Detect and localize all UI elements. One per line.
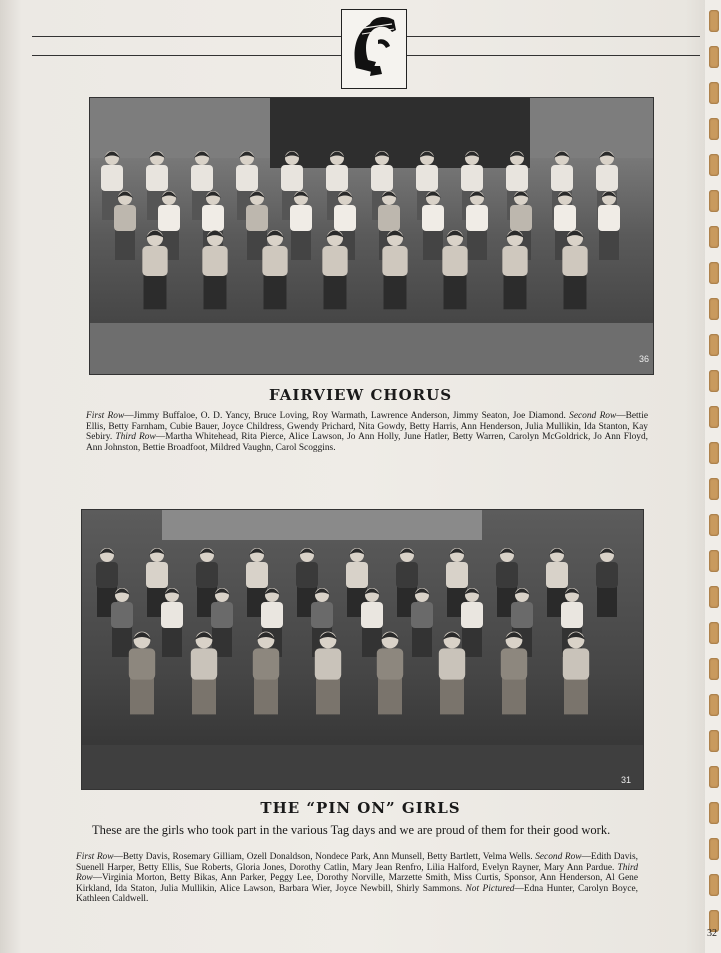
pin-on-photo-number: 31 xyxy=(620,775,631,785)
pin-on-photo xyxy=(81,509,644,790)
binding-ring xyxy=(709,838,719,860)
chorus-first-row: —Jimmy Buffaloe, O. D. Yancy, Bruce Loving, Roy Warmath, Lawrence Anderson, Jimmy Seaton, Joe Diamond. xyxy=(124,411,566,421)
binding-ring xyxy=(709,694,719,716)
chorus-first-row-label: First Row xyxy=(86,411,125,421)
pin-on-third-row-label: Third Row xyxy=(76,862,639,884)
pin-on-title: THE “PIN ON” GIRLS xyxy=(260,799,461,817)
pin-on-third-row: —Virginia Morton, Betty Bikas, Ann Parker, Peggy Lee, Dorothy Norville, Marzette Smith, Miss Curtis, Sponsor, Ann Henderson, Al Gene Kirkland, Ida Staton, Julia Mullikin, Alice Lawson, Barbara Wier, Joyce Newbill, Shirly Sammons. xyxy=(76,873,638,894)
chorus-title: FAIRVIEW CHORUS xyxy=(268,386,453,404)
binding-ring xyxy=(709,46,719,68)
chorus-photo-number: 36 xyxy=(638,354,649,364)
pin-on-first-row-label: First Row xyxy=(76,852,114,862)
binding-ring xyxy=(709,190,719,212)
binding-ring xyxy=(709,622,719,644)
binding-ring xyxy=(709,406,719,428)
binding-ring xyxy=(709,730,719,752)
binding-ring xyxy=(709,442,719,464)
binding-ring xyxy=(709,658,719,680)
binding-ring xyxy=(709,874,719,896)
binding-ring xyxy=(709,766,719,788)
pin-on-second-row-label: Second Row xyxy=(535,852,582,862)
page-number: 32 xyxy=(707,928,717,939)
chorus-caption xyxy=(86,411,648,453)
binding-ring xyxy=(709,226,719,248)
binding-ring xyxy=(709,118,719,140)
pin-on-caption xyxy=(76,852,638,905)
binding-ring xyxy=(709,478,719,500)
binding-ring xyxy=(709,514,719,536)
pin-on-intro: These are the girls who took part in the various Tag days and we are proud of them for their good work. xyxy=(92,823,611,837)
binding-ring xyxy=(709,82,719,104)
binding-ring xyxy=(709,262,719,284)
binding-ring xyxy=(709,154,719,176)
binding-ring xyxy=(709,550,719,572)
binding-ring xyxy=(709,586,719,608)
chorus-third-row: —Martha Whitehead, Rita Pierce, Alice Lawson, Jo Ann Holly, June Hatler, Betty Warren, Carolyn McGoldrick, Jo Ann Floyd, Ann Johnston, Bettie Broadfoot, Mildred Vaughn, Carol Scoggins. xyxy=(86,432,648,453)
pin-on-not-pictured-label: Not Pictured xyxy=(465,883,515,894)
binding-ring xyxy=(709,334,719,356)
chorus-third-row-label: Third Row xyxy=(115,432,156,443)
chorus-second-row-label: Second Row xyxy=(569,411,617,421)
binding-ring xyxy=(709,10,719,32)
pin-on-first-row: —Betty Davis, Rosemary Gilliam, Ozell Donaldson, Nondece Park, Ann Munsell, Betty Bartlett, Velma Wells. xyxy=(113,852,533,862)
pin-on-not-pictured: —Edna Hunter, Carolyn Boyce, Kathleen Caldwell. xyxy=(76,883,638,905)
chorus-photo xyxy=(89,97,654,375)
spartan-helmet-icon xyxy=(341,9,407,89)
binding-ring xyxy=(709,298,719,320)
chorus-second-row: —Bettie Ellis, Betty Farnham, Cubie Bauer, Joyce Childress, Gwendy Prichard, Nita Gowdy, Betty Harris, Ann Henderson, Julia Mullikin, Ida Stanton, Kay Sebiry. xyxy=(86,411,648,443)
pin-on-second-row: —Edith Davis, Suenell Harper, Betty Ellis, Sue Roberts, Gloria Jones, Dorothy Catlin, Mary Jean Renfro, Lilia Halford, Evelyn Rayner, Mary Ann Pardue. xyxy=(76,852,638,873)
